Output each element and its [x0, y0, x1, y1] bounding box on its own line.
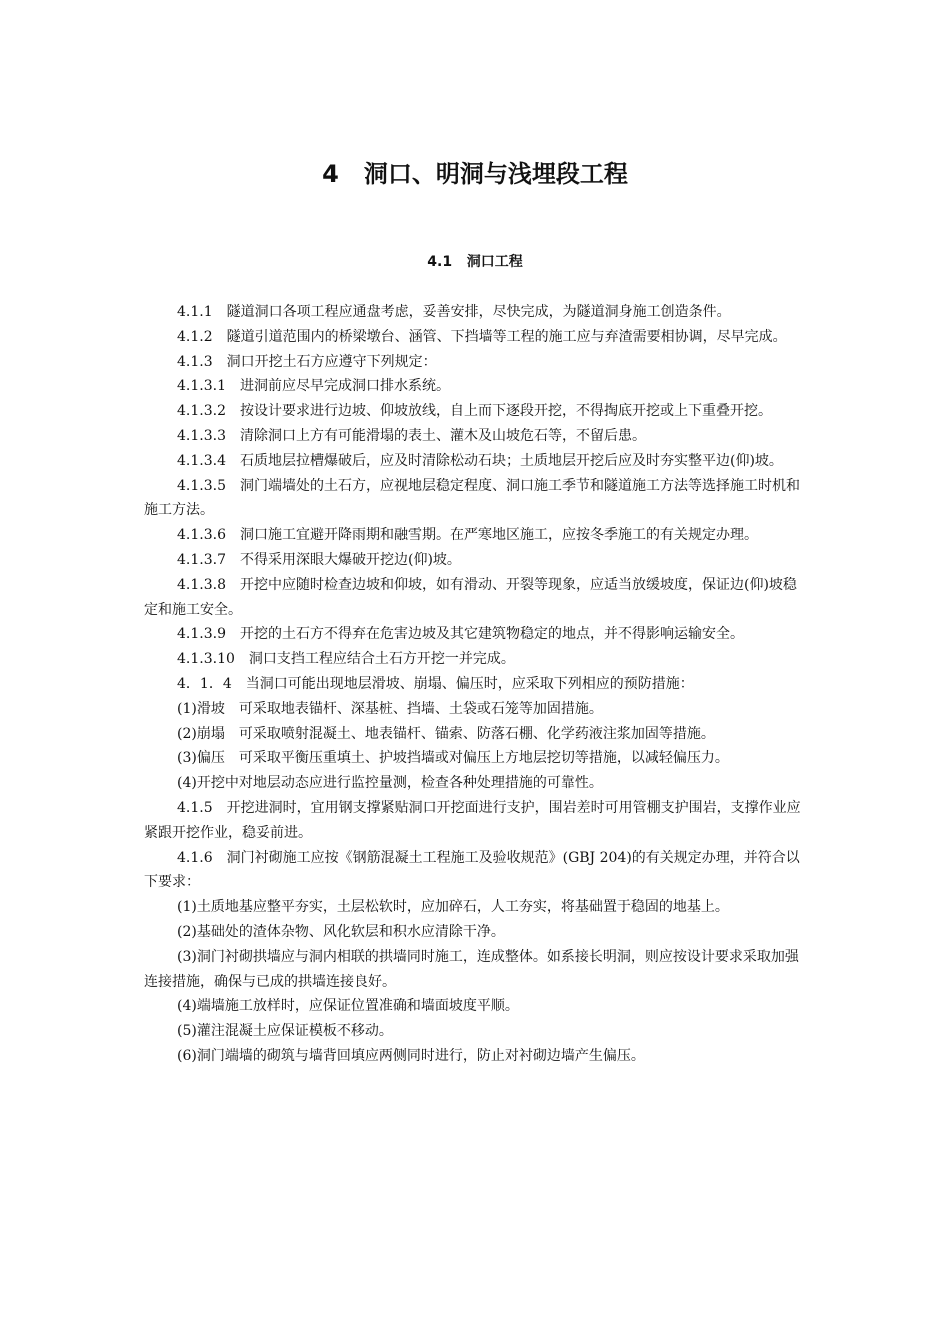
- paragraph: [144, 722, 806, 747]
- clause-text: 开挖进洞时，宜用钢支撑紧贴洞口开挖面进行支护，围岩差时可用管棚支护围岩，支撑作业应紧跟开挖作业，稳妥前进。: [144, 799, 801, 841]
- clause-text: (2)基础处的渣体杂物、风化软层和积水应清除干净。: [177, 923, 505, 940]
- clause-number: 4.1.1: [177, 304, 213, 320]
- clause-text: (5)灌注混凝土应保证模板不移动。: [177, 1023, 393, 1040]
- paragraph: [144, 548, 806, 573]
- paragraph: [144, 424, 806, 449]
- clause-number: 4.1.3.4: [177, 452, 226, 469]
- paragraph: [144, 449, 806, 474]
- clause-number: 4.1.3.8: [177, 576, 226, 593]
- clause-text: 洞门衬砌施工应按《钢筋混凝土工程施工及验收规范》(GBJ 204)的有关规定办理，并符合以下要求：: [144, 849, 800, 891]
- clause-text: (1)滑坡 可采取地表锚杆、深基桩、挡墙、土袋或石笼等加固措施。: [177, 700, 603, 717]
- chapter-title: 4 洞口、明洞与浅埋段工程: [322, 160, 628, 188]
- paragraph: [144, 325, 806, 350]
- paragraph: [144, 573, 806, 623]
- paragraph: [144, 474, 806, 524]
- clause-text: (3)偏压 可采取平衡压重填土、护坡挡墙或对偏压上方地层挖切等措施，以减轻偏压力。: [177, 750, 729, 767]
- paragraph: [144, 697, 806, 722]
- clause-text: 洞口开挖土石方应遵守下列规定：: [226, 353, 437, 370]
- paragraph: [144, 994, 806, 1019]
- paragraph: [144, 895, 806, 920]
- clause-number: 4.1.6: [177, 849, 213, 866]
- clause-text: 洞门端墙处的土石方，应视地层稳定程度、洞口施工季节和隧道施工方法等选择施工时机和施工方法。: [144, 477, 800, 519]
- paragraph: [144, 647, 806, 672]
- paragraph: [144, 672, 806, 697]
- clause-number: 4．1．4: [177, 675, 232, 692]
- clause-text: (4)端墙施工放样时，应保证位置准确和墙面坡度平顺。: [177, 998, 519, 1015]
- clause-text: (2)崩塌 可采取喷射混凝土、地表锚杆、锚索、防落石棚、化学药液注浆加固等措施。: [177, 725, 715, 742]
- clause-text: 石质地层拉槽爆破后，应及时清除松动石块；土质地层开挖后应及时夯实整平边(仰)坡。: [239, 452, 783, 469]
- paragraph: [144, 846, 806, 896]
- clause-number: 4.1.2: [177, 328, 213, 345]
- section-title: 4.1 洞口工程: [427, 254, 523, 270]
- clause-text: 隧道洞口各项工程应通盘考虑，妥善安排，尽快完成，为隧道洞身施工创造条件。: [226, 304, 731, 320]
- paragraph: [144, 1044, 806, 1069]
- clause-text: 隧道引道范围内的桥梁墩台、涵管、下挡墙等工程的施工应与弃渣需要相协调，尽早完成。: [226, 328, 787, 345]
- paragraph: [144, 300, 806, 325]
- clause-text: 不得采用深眼大爆破开挖边(仰)坡。: [239, 551, 461, 568]
- paragraph: [144, 523, 806, 548]
- paragraph: [144, 920, 806, 945]
- paragraph: [144, 796, 806, 846]
- clause-text: (3)洞门衬砌拱墙应与洞内相联的拱墙同时施工，连成整体。如系接长明洞，则应按设计要求采取加强连接措施，确保与已成的拱墙连接良好。: [144, 948, 799, 990]
- paragraph: [144, 945, 806, 995]
- clause-text: 开挖的土石方不得弃在危害边坡及其它建筑物稳定的地点，并不得影响运输安全。: [239, 626, 744, 643]
- clause-number: 4.1.5: [177, 799, 213, 816]
- clause-text: 洞口支挡工程应结合土石方开挖一并完成。: [248, 651, 515, 668]
- clause-text: (6)洞门端墙的砌筑与墙背回填应两侧同时进行，防止对衬砌边墙产生偏压。: [177, 1047, 645, 1064]
- clause-number: 4.1.3.9: [177, 626, 226, 643]
- paragraph: [144, 350, 806, 375]
- clause-text: 按设计要求进行边坡、仰坡放线，自上而下逐段开挖，不得掏底开挖或上下重叠开挖。: [239, 403, 772, 420]
- clause-number: 4.1.3: [177, 353, 213, 370]
- clause-text: 开挖中应随时检查边坡和仰坡，如有滑动、开裂等现象，应适当放缓坡度，保证边(仰)坡稳定和施工安全。: [144, 576, 797, 618]
- clause-text: 进洞前应尽早完成洞口排水系统。: [239, 378, 450, 395]
- clause-number: 4.1.3.5: [177, 477, 226, 494]
- paragraph: [144, 771, 806, 796]
- paragraph: [144, 374, 806, 399]
- clause-number: 4.1.3.7: [177, 551, 226, 568]
- paragraph: [144, 746, 806, 771]
- clause-text: 洞口施工宜避开降雨期和融雪期。在严寒地区施工，应按冬季施工的有关规定办理。: [239, 527, 758, 544]
- clause-number: 4.1.3.10: [177, 651, 235, 668]
- clause-text: (1)土质地基应整平夯实，土层松软时，应加碎石，人工夯实，将基础置于稳固的地基上。: [177, 899, 729, 916]
- clause-number: 4.1.3.2: [177, 403, 226, 420]
- paragraph: [144, 1019, 806, 1044]
- clause-number: 4.1.3.6: [177, 527, 226, 544]
- section-body: [144, 300, 806, 1069]
- clause-text: 当洞口可能出现地层滑坡、崩塌、偏压时，应采取下列相应的预防措施：: [245, 675, 694, 692]
- paragraph: [144, 622, 806, 647]
- clause-number: 4.1.3.1: [177, 378, 226, 395]
- clause-text: 清除洞口上方有可能滑塌的表土、灌木及山坡危石等，不留后患。: [239, 427, 646, 444]
- paragraph: [144, 399, 806, 424]
- clause-text: (4)开挖中对地层动态应进行监控量测，检查各种处理措施的可靠性。: [177, 775, 603, 792]
- clause-number: 4.1.3.3: [177, 427, 226, 444]
